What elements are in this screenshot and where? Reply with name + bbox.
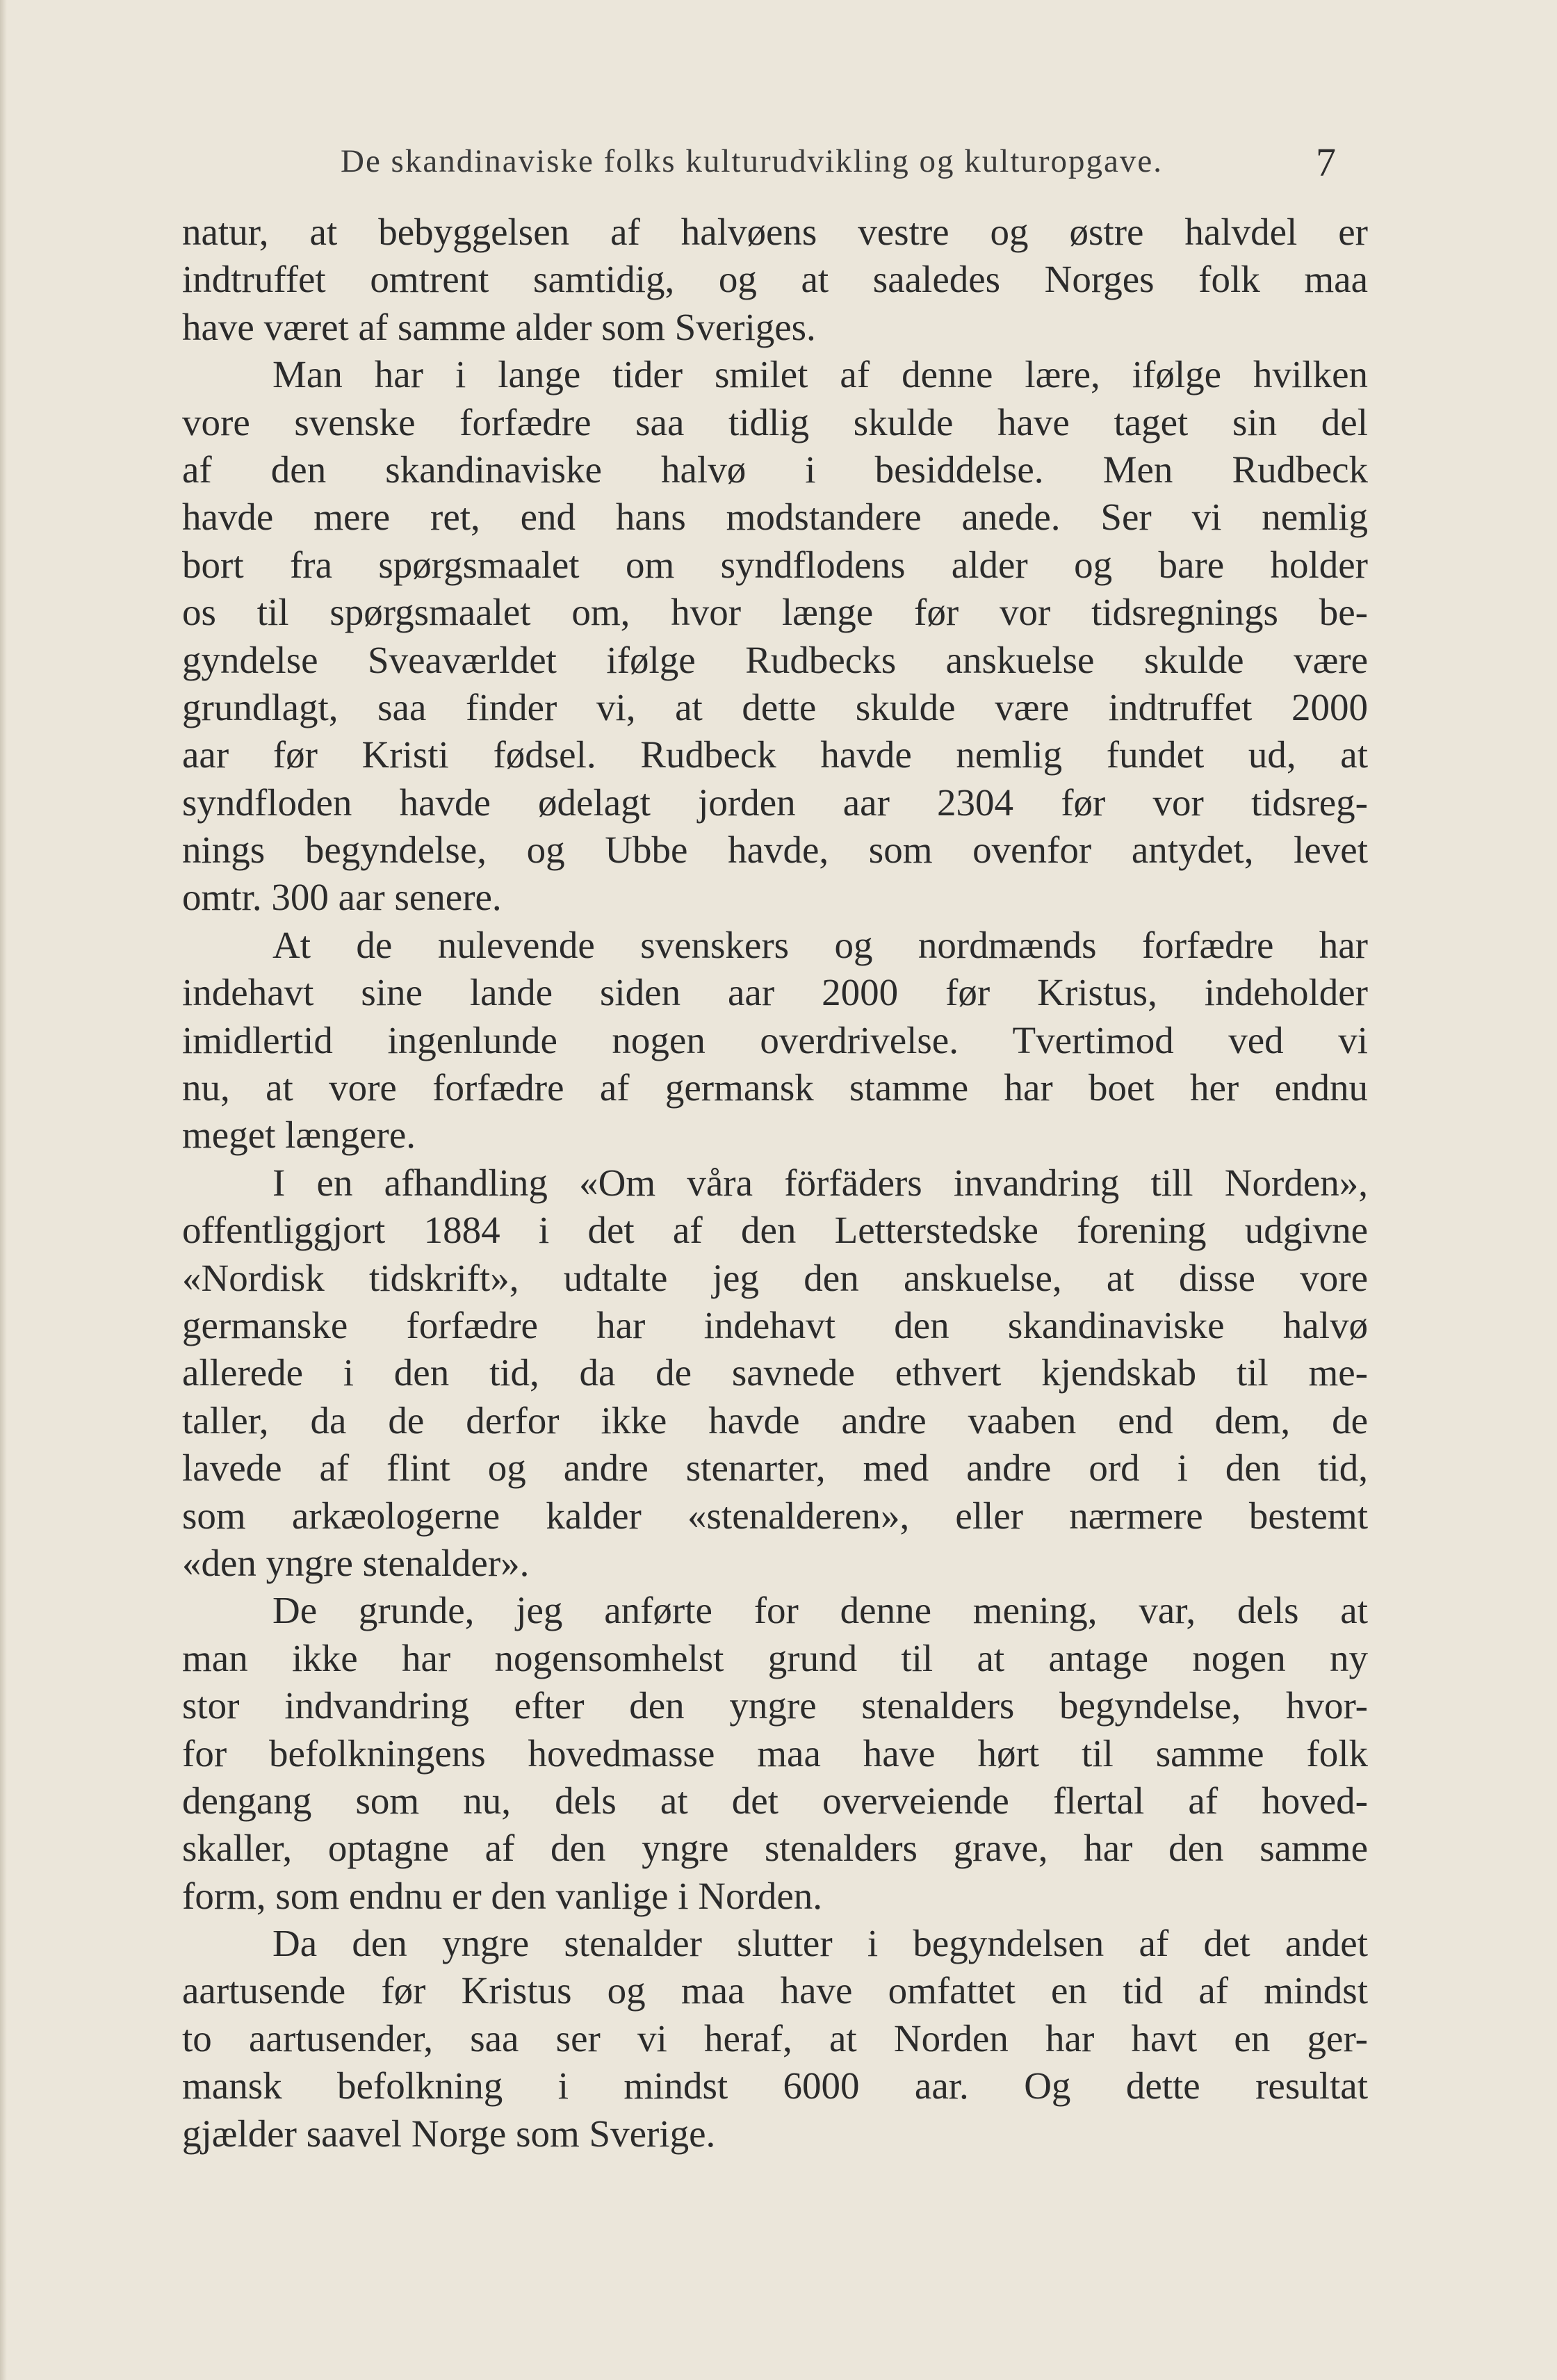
text-line: syndfloden havde ødelagt jorden aar 2304 før vor tidsreg- xyxy=(182,781,1368,824)
text-line: meget længere. xyxy=(182,1114,416,1157)
text-line: grundlagt, saa finder vi, at dette skulde være indtruffet 2000 xyxy=(182,685,1368,728)
page-left-edge xyxy=(0,0,7,2380)
text-line: germanske forfædre har indehavt den skandinaviske halvø xyxy=(182,1303,1368,1346)
text-line: dengang som nu, dels at det overveiende flertal af hoved- xyxy=(182,1779,1368,1822)
text-line: nings begyndelse, og Ubbe havde, som ovenfor antydet, levet xyxy=(182,829,1368,872)
text-line: Man har i lange tider smilet af denne lære, ifølge hvilken xyxy=(272,353,1368,396)
text-line: Da den yngre stenalder slutter i begyndelsen af det andet xyxy=(272,1922,1368,1965)
text-line: offentliggjort 1884 i det af den Letterstedske forening udgivne xyxy=(182,1209,1368,1252)
text-line: natur, at bebyggelsen af halvøens vestre og østre halvdel er xyxy=(182,211,1368,253)
text-line: som arkæologerne kalder «stenalderen», eller nærmere bestemt xyxy=(182,1494,1368,1537)
text-line: havde mere ret, end hans modstandere anede. Ser vi nemlig xyxy=(182,496,1368,539)
text-line: to aartusender, saa ser vi heraf, at Norden har havt en ger- xyxy=(182,2016,1368,2060)
text-line: taller, da de derfor ikke havde andre vaaben end dem, de xyxy=(182,1399,1368,1442)
text-line: indtruffet omtrent samtidig, og at saaledes Norges folk maa xyxy=(182,258,1368,301)
text-line: De grunde, jeg anførte for denne mening, var, dels at xyxy=(272,1589,1368,1632)
text-line: I en afhandling «Om våra förfäders invandring till Norden», xyxy=(272,1161,1368,1204)
text-line: have været af samme alder som Sveriges. xyxy=(182,305,816,348)
text-line: aartusende før Kristus og maa have omfattet en tid af mindst xyxy=(182,1969,1368,2012)
text-line: lavede af flint og andre stenarter, med andre ord i den tid, xyxy=(182,1446,1368,1490)
text-line: os til spørgsmaalet om, hvor længe før vor tidsregnings be- xyxy=(182,591,1368,634)
text-line: for befolkningens hovedmasse maa have hørt til samme folk xyxy=(182,1731,1368,1775)
text-line: skaller, optagne af den yngre stenalders grave, har den samme xyxy=(182,1827,1368,1870)
text-line: mansk befolkning i mindst 6000 aar. Og dette resultat xyxy=(182,2064,1368,2108)
text-line: omtr. 300 aar senere. xyxy=(182,876,502,919)
text-line: bort fra spørgsmaalet om syndflodens alder og bare holder xyxy=(182,543,1368,586)
text-line: af den skandinaviske halvø i besiddelse. Men Rudbeck xyxy=(182,448,1368,491)
page-number: 7 xyxy=(1316,140,1336,185)
text-line: allerede i den tid, da de savnede ethvert kjendskab til me- xyxy=(182,1351,1368,1394)
running-title: De skandinaviske folks kulturudvikling og kulturopgave. xyxy=(341,143,1164,179)
text-line: nu, at vore forfædre af germansk stamme har boet her endnu xyxy=(182,1066,1368,1109)
text-line: gjælder saavel Norge som Sverige. xyxy=(182,2112,716,2155)
text-line: At de nulevende svenskers og nordmænds forfædre har xyxy=(272,923,1368,966)
text-line: «den yngre stenalder». xyxy=(182,1541,530,1584)
text-line: aar før Kristi fødsel. Rudbeck havde nemlig fundet ud, at xyxy=(182,733,1368,776)
text-line: «Nordisk tidskrift», udtalte jeg den anskuelse, at disse vore xyxy=(182,1256,1368,1299)
text-line: form, som endnu er den vanlige i Norden. xyxy=(182,1874,823,1917)
text-line: indehavt sine lande siden aar 2000 før Kristus, indeholder xyxy=(182,971,1368,1014)
body-text xyxy=(182,209,1368,2158)
text-line: vore svenske forfædre saa tidlig skulde have taget sin del xyxy=(182,400,1368,443)
text-line: gyndelse Sveaværldet ifølge Rudbecks anskuelse skulde være xyxy=(182,638,1368,681)
text-line: man ikke har nogensomhelst grund til at antage nogen ny xyxy=(182,1636,1368,1679)
text-line: imidlertid ingenlunde nogen overdrivelse. Tvertimod ved vi xyxy=(182,1018,1368,1061)
text-line: stor indvandring efter den yngre stenalders begyndelse, hvor- xyxy=(182,1684,1368,1727)
